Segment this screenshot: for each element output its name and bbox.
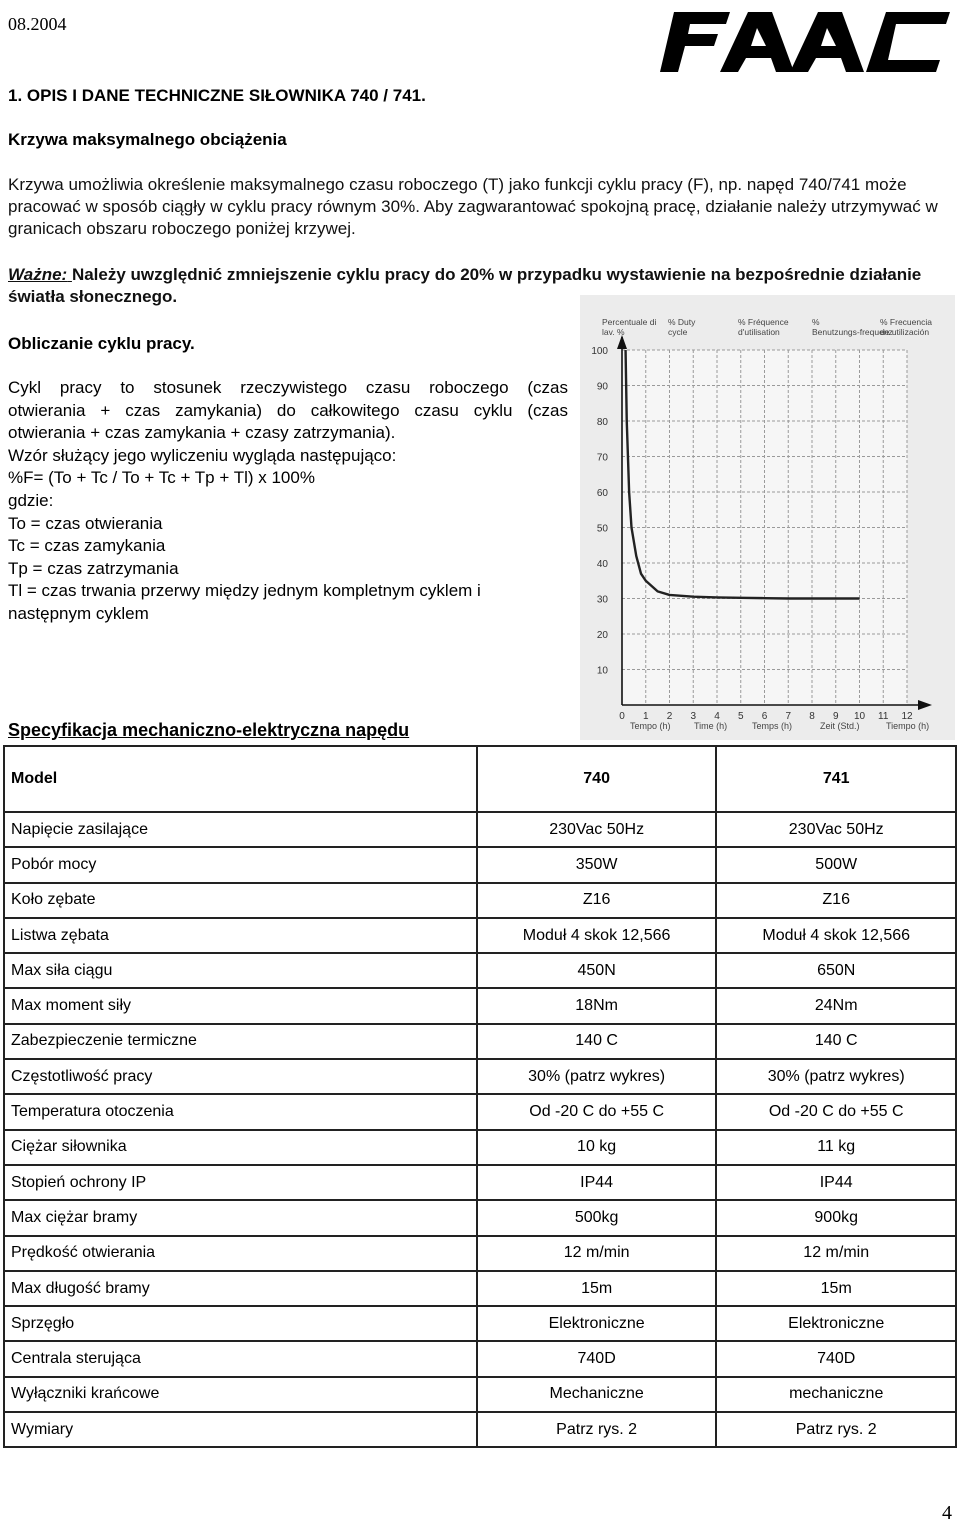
value-741-cell: 140 C xyxy=(716,1024,956,1059)
value-741-cell: 740D xyxy=(716,1341,956,1376)
value-741-cell: mechaniczne xyxy=(716,1377,956,1412)
row-label-cell: Centrala sterująca xyxy=(4,1341,477,1376)
table-row xyxy=(4,918,956,953)
x-tick-label: 9 xyxy=(832,711,839,722)
calc-line: Tp = czas zatrzymania xyxy=(8,558,179,578)
table-row xyxy=(4,812,956,847)
value-741-cell: Z16 xyxy=(716,883,956,918)
value-741-cell: Patrz rys. 2 xyxy=(716,1412,956,1447)
y-tick-label: 100 xyxy=(591,346,608,357)
table-row xyxy=(4,1306,956,1341)
value-741-cell: 15m xyxy=(716,1271,956,1306)
table-row xyxy=(4,883,956,918)
calc-line: następnym cyklem xyxy=(8,603,149,623)
value-741-cell: 230Vac 50Hz xyxy=(716,812,956,847)
y-axis-header: % Benutzungs-frequenz xyxy=(812,317,893,337)
y-tick-label: 60 xyxy=(596,488,608,499)
table-row xyxy=(4,1130,956,1165)
y-tick-label: 50 xyxy=(596,523,608,535)
value-740-cell: 12 m/min xyxy=(477,1236,717,1271)
formula-line: %F= (To + Tc / To + Tc + Tp + Tl) x 100% xyxy=(8,468,315,488)
table-row xyxy=(4,1165,956,1200)
table-row xyxy=(4,1377,956,1412)
value-741-cell: Elektroniczne xyxy=(716,1306,956,1341)
row-label-cell: Wymiary xyxy=(4,1412,477,1447)
table-row xyxy=(4,1412,956,1447)
calc-line: gdzie: xyxy=(8,490,54,510)
row-label-cell: Zabezpieczenie termiczne xyxy=(4,1024,477,1059)
value-741-cell: 24Nm xyxy=(716,988,956,1023)
value-741-cell: 500W xyxy=(716,847,956,882)
row-label-cell: Ciężar siłownika xyxy=(4,1130,477,1165)
intro-paragraph: Krzywa umożliwia określenie maksymalnego czasu roboczego (T) jako funkcji cyklu pracy (F), np. napęd 740/741 może pracować w sposób ciągły w cyklu pracy równym 30%. Aby zagwarantować spokojną pracę, działanie należy utrzymywać w granicach obszaru roboczego poniżej krzywej. xyxy=(8,175,938,238)
value-741-cell: Moduł 4 skok 12,566 xyxy=(716,918,956,953)
value-741-cell: 900kg xyxy=(716,1200,956,1235)
y-axis-header: % Frecuencia de utilización xyxy=(880,317,932,337)
table-row xyxy=(4,1200,956,1235)
value-740-cell: 15m xyxy=(477,1271,717,1306)
row-label-cell: Max długość bramy xyxy=(4,1271,477,1306)
table-row xyxy=(4,1059,956,1094)
table-header-row xyxy=(4,746,956,812)
row-label-cell: Sprzęgło xyxy=(4,1306,477,1341)
row-label-cell: Stopień ochrony IP xyxy=(4,1165,477,1200)
value-740-cell: 450N xyxy=(477,953,717,988)
row-label-cell: Częstotliwość pracy xyxy=(4,1059,477,1094)
x-axis-header: Tiempo (h) xyxy=(886,721,930,731)
header-cell-model: Model xyxy=(4,746,477,812)
value-740-cell: 30% (patrz wykres) xyxy=(477,1059,717,1094)
value-740-cell: 10 kg xyxy=(477,1130,717,1165)
y-axis-header: % Fréquence d'utilisation xyxy=(738,317,789,337)
x-tick-label: 1 xyxy=(642,711,649,722)
calc-line: Tl = czas trwania przerwy między jednym kompletnym cyklem i xyxy=(8,581,481,601)
warning-text: Należy uwzględnić zmniejszenie cyklu pracy do 20% w przypadku wystawienie na bezpośrednie działanie światła słonecznego. xyxy=(8,265,922,306)
value-740-cell: Patrz rys. 2 xyxy=(477,1412,717,1447)
value-741-cell: 30% (patrz wykres) xyxy=(716,1059,956,1094)
row-label-cell: Temperatura otoczenia xyxy=(4,1094,477,1129)
row-label-cell: Listwa zębata xyxy=(4,918,477,953)
value-740-cell: Mechaniczne xyxy=(477,1377,717,1412)
x-axis-header: Tempo (h) xyxy=(630,721,671,731)
x-tick-label: 4 xyxy=(714,711,720,722)
x-axis-header: Zeit (Std.) xyxy=(820,721,860,731)
row-label-cell: Napięcie zasilające xyxy=(4,812,477,847)
table-row xyxy=(4,1341,956,1376)
value-740-cell: 140 C xyxy=(477,1024,717,1059)
row-label-cell: Pobór mocy xyxy=(4,847,477,882)
x-tick-label: 12 xyxy=(901,711,913,722)
value-741-cell: IP44 xyxy=(716,1165,956,1200)
header-cell-740: 740 xyxy=(477,746,717,812)
x-tick-label: 5 xyxy=(737,711,744,722)
table-row xyxy=(4,1024,956,1059)
page-number: 4 xyxy=(942,1502,952,1524)
value-740-cell: 740D xyxy=(477,1341,717,1376)
y-tick-label: 90 xyxy=(596,381,608,393)
calc-line: To = czas otwierania xyxy=(8,513,163,533)
y-tick-label: 20 xyxy=(596,630,608,641)
spec-title: Specyfikacja mechaniczno-elektryczna napędu xyxy=(8,720,410,740)
section-title: 1. OPIS I DANE TECHNICZNE SIŁOWNIKA 740 / 741. xyxy=(8,86,426,105)
date-label: 08.2004 xyxy=(8,14,67,34)
header-cell-741: 741 xyxy=(716,746,956,812)
row-label-cell: Max siła ciągu xyxy=(4,953,477,988)
x-tick-label: 3 xyxy=(690,711,697,722)
x-tick-label: 0 xyxy=(619,711,625,722)
row-label-cell: Koło zębate xyxy=(4,883,477,918)
table-row xyxy=(4,953,956,988)
value-741-cell: Od -20 C do +55 C xyxy=(716,1094,956,1129)
value-741-cell: 650N xyxy=(716,953,956,988)
x-tick-label: 11 xyxy=(878,711,889,722)
calc-line: Cykl pracy to stosunek rzeczywistego czasu roboczego (czas xyxy=(8,378,568,397)
x-tick-label: 8 xyxy=(809,711,815,722)
calc-line: Tc = czas zamykania xyxy=(8,536,166,556)
y-axis-header: Percentuale di lav. % xyxy=(602,317,657,337)
row-label-cell: Max moment siły xyxy=(4,988,477,1023)
value-740-cell: Moduł 4 skok 12,566 xyxy=(477,918,717,953)
table-row xyxy=(4,1236,956,1271)
row-label-cell: Wyłączniki krańcowe xyxy=(4,1377,477,1412)
calc-description xyxy=(8,377,568,626)
value-741-cell: 11 kg xyxy=(716,1130,956,1165)
y-tick-label: 70 xyxy=(596,452,608,464)
value-740-cell: Elektroniczne xyxy=(477,1306,717,1341)
duty-cycle-chart xyxy=(580,295,955,740)
section-subtitle: Krzywa maksymalnego obciążenia xyxy=(8,130,287,149)
x-tick-label: 10 xyxy=(853,711,866,722)
value-740-cell: 230Vac 50Hz xyxy=(477,812,717,847)
row-label-cell: Prędkość otwierania xyxy=(4,1236,477,1271)
x-tick-label: 7 xyxy=(785,711,792,722)
x-axis-header: Time (h) xyxy=(694,721,728,731)
calc-line: otwierania + czas zamykania) do całkowitego czasu cyklu (czas xyxy=(8,400,568,420)
x-tick-label: 6 xyxy=(761,711,768,722)
y-tick-label: 10 xyxy=(596,665,608,677)
y-tick-label: 80 xyxy=(596,417,608,428)
x-axis-header: Temps (h) xyxy=(752,721,793,731)
x-tick-label: 2 xyxy=(666,711,673,722)
value-741-cell: 12 m/min xyxy=(716,1236,956,1271)
calc-title: Obliczanie cyklu pracy. xyxy=(8,334,195,353)
value-740-cell: IP44 xyxy=(477,1165,717,1200)
row-label-cell: Max ciężar bramy xyxy=(4,1200,477,1235)
warning-label: Ważne: xyxy=(8,265,68,284)
table-row xyxy=(4,1271,956,1306)
table-row xyxy=(4,988,956,1023)
value-740-cell: 18Nm xyxy=(477,988,717,1023)
spec-table xyxy=(3,745,957,1448)
y-tick-label: 30 xyxy=(596,594,608,606)
value-740-cell: Z16 xyxy=(477,883,717,918)
faac-logo xyxy=(660,8,950,76)
calc-line: Wzór służący jego wyliczeniu wygląda następująco: xyxy=(8,445,397,465)
table-row xyxy=(4,1094,956,1129)
value-740-cell: 350W xyxy=(477,847,717,882)
calc-line: otwierania + czas zamykania + czasy zatrzymania). xyxy=(8,423,396,443)
y-tick-label: 40 xyxy=(596,559,608,570)
value-740-cell: Od -20 C do +55 C xyxy=(477,1094,717,1129)
value-740-cell: 500kg xyxy=(477,1200,717,1235)
y-axis-header: % Duty cycle xyxy=(668,317,696,337)
table-row xyxy=(4,847,956,882)
